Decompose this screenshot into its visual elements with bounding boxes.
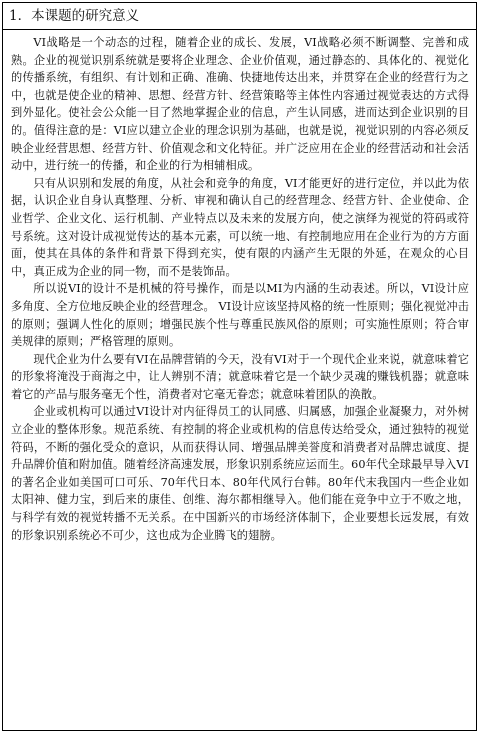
paragraph-why-vi: 现代企业为什么要有VI在品牌营销的今天，没有VI对于一个现代企业来说，就意味着它的形象将淹没于商海之中，让人辨别不清；就意味着它是一个缺少灵魂的赚钱机器；就意味着它的产品与服务毫无个性，消费者对它毫无眷恋；就意味着团队的涣散。 bbox=[11, 352, 469, 401]
document-table bbox=[2, 2, 477, 731]
paragraph-vi-benefits: 企业或机构可以通过VI设计对内征得员工的认同感、归属感，加强企业凝聚力，对外树立企业的整体形象。规范系统、有控制的将企业或机构的信息传达给受众，通过独特的视觉符码，不断的强化受众的意识，从而获得认同、增强品牌美誉度和消费者对品牌忠诚度、提升品牌价值和附加值。随着经济高速发展，形象识别系统应运而生。60年代全球最早导入VI的著名企业如美国可口可乐、70年代日本、80年代风行台韩。80年代末我国内一些企业如太阳神、健力宝，到后来的康佳、创维、海尔都相继导入。他们能在竞争中立于不败之地，与科学有效的视觉转播不无关系。在中国新兴的市场经济体制下，企业要想长远发展，有效的形象识别系统必不可少，这也成为企业腾飞的翅膀。 bbox=[11, 405, 469, 542]
body-text bbox=[3, 30, 476, 544]
section-heading: 1．本课题的研究意义 bbox=[3, 3, 476, 30]
paragraph-vi-principles: 所以说VI的设计不是机械的符号操作，而是以MI为内涵的生动表述。所以，VI设计应多角度、全方位地反映企业的经营理念。 VI设计应该坚持风格的统一性原则；强化视觉冲击的原则；强调人性化的原则；增强民族个性与尊重民族风俗的原则；可实施性原则；符合审美规律的原则；严格管理的原则。 bbox=[11, 282, 469, 349]
paragraph-vi-strategy: VI战略是一个动态的过程，随着企业的成长、发展，VI战略必须不断调整、完善和成熟。企业的视觉识别系统就是要将企业理念、企业价值观，通过静态的、具体化的、视觉化的传播系统，有组织、有计划和正确、准确、快捷地传达出来，并贯穿在企业的经营行为之中，也就是使企业的精神、思想、经营方针、经营策略等主体性内容通过视觉表达的方式得到外显化。使社会公众能一目了然地掌握企业的信息，产生认同感，进而达到企业识别的目的。值得注意的是：VI应以建立企业的理念识别为基础，也就是说，视觉识别的内容必须反映企业经营思想、经营方针、价值观念和文化特征。并广泛应用在企业的经营活动和社会活动中，进行统一的传播，和企业的行为相辅相成。 bbox=[11, 36, 469, 173]
paragraph-vi-positioning: 只有从识别和发展的角度，从社会和竞争的角度，VI才能更好的进行定位，并以此为依据，认识企业自身认真整理、分析、审视和确认自己的经营理念、经营方针、企业使命、企业哲学、企业文化、运行机制、产业特点以及未来的发展方向，使之演绎为视觉的符码或符号系统。这对设计成视觉传达的基本元素，可以统一地、有控制地应用在企业行为的方方面面，使其在具体的条件和背景下得到充实，使有限的内涵产生无限的外延，在观众的心目中，真正成为企业的同一物，而不是装饰品。 bbox=[11, 176, 469, 278]
